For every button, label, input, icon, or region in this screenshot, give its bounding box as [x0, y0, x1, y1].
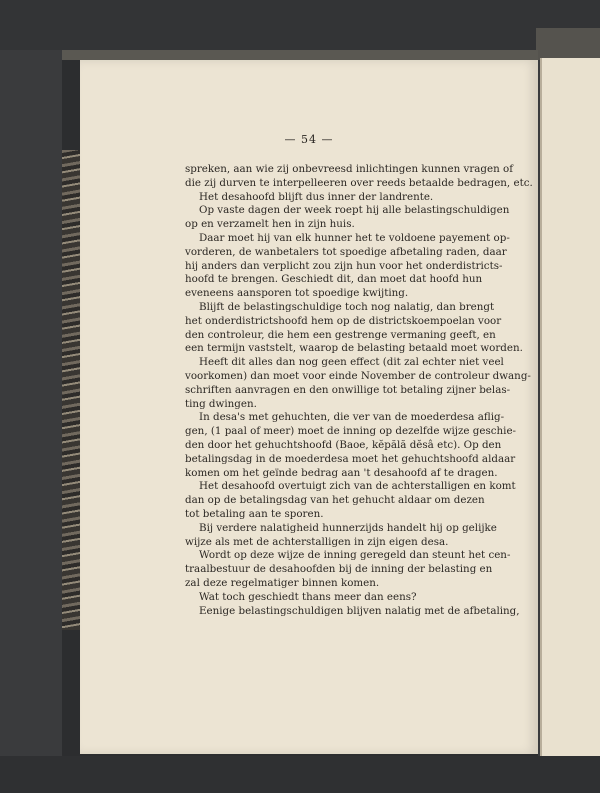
text-line: Het desahoofd overtuigt zich van de achterstalligen en komt — [199, 480, 516, 493]
text-line: Bij verdere nalatigheid hunnerzijds handelt hij op gelijke — [199, 521, 497, 534]
page-text — [185, 163, 533, 618]
marbled-endpaper — [62, 150, 80, 630]
text-line: hoofd te brengen. Geschiedt dit, dan moet dat hoofd hun — [185, 273, 483, 286]
text-line: wijze als met de achterstalligen in zijn eigen desa. — [185, 535, 449, 548]
text-line: dan op de betalingsdag van het gehucht aldaar om dezen — [185, 494, 485, 507]
text-line: traalbestuur de desahoofden bij de inning der belasting en — [185, 563, 493, 576]
text-line: tot betaling aan te sporen. — [185, 507, 324, 520]
facing-page-edge — [540, 58, 600, 758]
text-line: Daar moet hij van elk hunner het te voldoene payement op- — [199, 231, 510, 244]
background-top — [0, 0, 600, 50]
background-bottom — [0, 756, 600, 793]
book-cover-edge — [62, 50, 538, 60]
text-line: Wat toch geschiedt thans meer dan eens? — [199, 590, 417, 603]
text-line: die zij durven te interpelleeren over reeds betaalde bedragen, etc. — [185, 176, 533, 189]
text-line: gen, (1 paal of meer) moet de inning op dezelfde wijze geschie- — [185, 425, 517, 438]
text-line: het onderdistrictshoofd hem op de districtskoempoelan voor — [185, 314, 502, 327]
text-line: Heeft dit alles dan nog geen effect (dit zal echter niet veel — [199, 356, 504, 369]
text-line: In desa's met gehuchten, die ver van de moederdesa aflig- — [199, 411, 505, 424]
text-line: den controleur, die hem een gestrenge vermaning geeft, en — [185, 328, 496, 341]
text-line: schriften aanvragen en den onwillige tot betaling zijner belas- — [185, 383, 511, 396]
text-line: zal deze regelmatiger binnen komen. — [185, 576, 380, 589]
text-line: Op vaste dagen der week roept hij alle belastingschuldigen — [199, 204, 510, 217]
text-line: Blijft de belastingschuldige toch nog nalatig, dan brengt — [199, 300, 495, 313]
page-number: — 54 — — [284, 133, 334, 146]
text-line: spreken, aan wie zij onbevreesd inlichtingen kunnen vragen of — [185, 163, 514, 175]
text-line: hij anders dan verplicht zou zijn hun voor het onderdistricts- — [185, 259, 503, 272]
text-line: betalingsdag in de moederdesa moet het gehuchtshoofd aldaar — [185, 452, 516, 465]
text-line: op en verzamelt hen in zijn huis. — [185, 218, 355, 231]
text-line: komen om het geïnde bedrag aan 't desahoofd af te dragen. — [185, 466, 498, 479]
text-line: eveneens aansporen tot spoedige kwijting. — [185, 287, 409, 300]
text-line: een termijn vaststelt, waarop de belasting betaald moet worden. — [185, 342, 523, 355]
text-line: Wordt op deze wijze de inning geregeld dan steunt het cen- — [199, 549, 511, 562]
text-line: Eenige belastingschuldigen blijven nalatig met de afbetaling, — [199, 604, 520, 617]
text-line: vorderen, de wanbetalers tot spoedige afbetaling raden, daar — [185, 245, 507, 258]
right-book-cover — [536, 28, 600, 60]
text-line: den door het gehuchtshoofd (Baoe, kĕpălă dĕsâ etc). Op den — [185, 438, 502, 451]
text-line: Het desahoofd blijft dus inner der landrente. — [199, 190, 434, 203]
text-line: voorkomen) dan moet voor einde November de controleur dwang- — [185, 369, 531, 382]
text-line: ting dwingen. — [185, 397, 257, 410]
